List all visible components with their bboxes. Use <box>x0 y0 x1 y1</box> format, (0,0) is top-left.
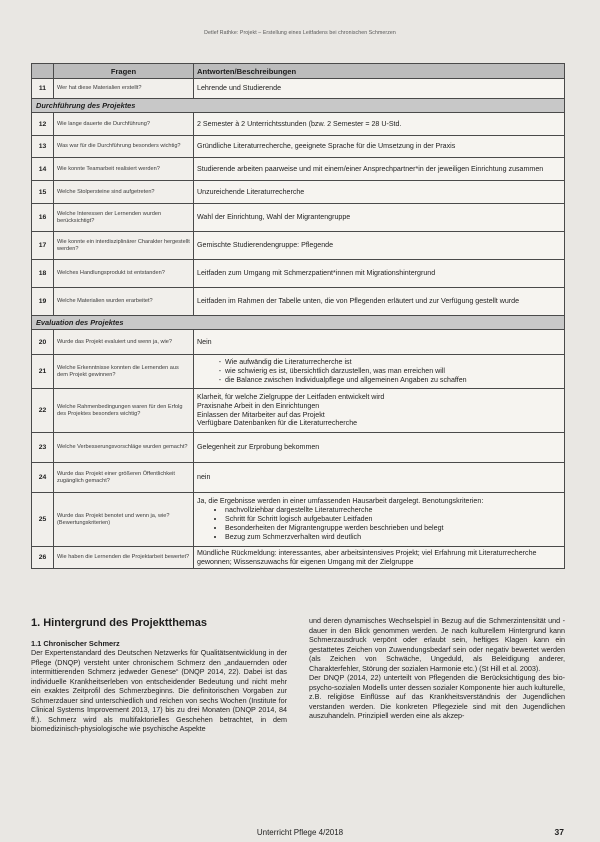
table-row <box>32 260 565 288</box>
row-question: Welche Verbesserungsvorschläge wurden gemacht? <box>54 433 194 463</box>
row-question: Was war für die Durchführung besonders wichtig? <box>54 136 194 158</box>
table-header-questions: Fragen <box>54 64 194 79</box>
row-number: 19 <box>32 288 54 316</box>
row-answer: Nein <box>194 330 565 355</box>
row-question: Welche Interessen der Lernenden wurden berücksichtigt? <box>54 204 194 232</box>
section-title: Evaluation des Projektes <box>32 316 565 330</box>
grading-criteria-list <box>197 506 561 541</box>
row-question: Wer hat diese Materialien erstellt? <box>54 79 194 99</box>
row-question: Welche Erkenntnisse konnten die Lernenden aus dem Projekt gewinnen? <box>54 355 194 389</box>
row-answer: Unzureichende Literaturrecherche <box>194 181 565 204</box>
row-number: 11 <box>32 79 54 99</box>
row-answer: Leitfaden im Rahmen der Tabelle unten, die von Pflegenden erläutert und zur Verfügung gestellt wurde <box>194 288 565 316</box>
row-number: 23 <box>32 433 54 463</box>
row-number: 26 <box>32 547 54 569</box>
table-row <box>32 547 565 569</box>
paragraph: Der Expertenstandard des Deutschen Netzwerks für Qualitätsentwicklung in der Pflege (DNQP) versteht unter chronischem Schmerz den „andauernden oder intermittierenden Schmerz jedweder Genese“ (DNQP 2014, 22). Dabei ist das individuelle Krankheitserleben von entscheidender Bedeutung und nicht mehr ein exaktes Zeitprofil des Schmerzbeginns. Die definitorischen Vorgaben zur Schmerzdauer sind unterschiedlich und reichen von sechs Wochen (Institute for Clinical Systems Improvement 2013, 17) bis zu drei Monaten (DNQP 2014, 84 ff.). Schmerz wird als multifaktorielles Geschehen betrachtet, in dem biomedizinisch-physiologische wie psychische Aspekte <box>31 648 287 734</box>
table-row <box>32 389 565 433</box>
row-question: Wurde das Projekt einer größeren Öffentlichkeit zugänglich gemacht? <box>54 463 194 493</box>
row-question: Wie konnte ein interdisziplinärer Charakter hergestellt werden? <box>54 232 194 260</box>
answer-line: Verfügbare Datenbanken für die Literaturrecherche <box>197 419 358 428</box>
row-number: 18 <box>32 260 54 288</box>
table-row <box>32 79 565 99</box>
article-column-right <box>309 616 565 721</box>
answer-line: Einlassen der Mitarbeiter auf das Projekt <box>197 410 325 419</box>
row-answer <box>194 493 565 547</box>
row-answer: Gründliche Literaturrecherche, geeignete Sprache für die Umsetzung in der Praxis <box>194 136 565 158</box>
table-row <box>32 433 565 463</box>
row-question: Welche Materialien wurden erarbeitet? <box>54 288 194 316</box>
answer-line: Praxisnahe Arbeit in den Einrichtungen <box>197 401 320 410</box>
list-item: • nachvollziehbar dargestellte Literaturrecherche <box>225 506 561 515</box>
table-row <box>32 158 565 181</box>
article-body <box>31 616 565 816</box>
list-item: • Schritt für Schritt logisch aufgebauter Leitfaden <box>225 515 561 524</box>
project-table <box>31 63 565 569</box>
table-row <box>32 181 565 204</box>
row-number: 16 <box>32 204 54 232</box>
section-row-evaluation <box>32 316 565 330</box>
row-number: 25 <box>32 493 54 547</box>
subsection-heading: 1.1 Chronischer Schmerz <box>31 638 120 648</box>
row-number: 22 <box>32 389 54 433</box>
row-answer: Lehrende und Studierende <box>194 79 565 99</box>
row-answer: Wahl der Einrichtung, Wahl der Migrantengruppe <box>194 204 565 232</box>
row-number: 12 <box>32 113 54 136</box>
article-column-left <box>31 616 287 734</box>
grading-intro: Ja, die Ergebnisse werden in einer umfassenden Hausarbeit dargelegt. Benotungskriterien: <box>197 497 484 506</box>
paragraph: und deren dynamisches Wechselspiel in Bezug auf die Schmerzintensität und -dauer in den Blick genommen werden. Je nach kulturellem Hintergrund kann Schmerzausdruck verpönt oder erlaubt sein, heftiges Klagen kann ein gestattetes Zeichen von Zuwendungsbedarf sein oder negativ bewertet werden (als Zeichen von Schwäche, Ungeduld, als Beleidigung anderer, Charakterfehler, Störung der sozialen Harmonie etc.) (St Hill et al. 2003). <box>309 616 565 673</box>
row-answer: Leitfaden zum Umgang mit Schmerzpatient*innen mit Migrationshintergrund <box>194 260 565 288</box>
row-question: Welche Stolpersteine sind aufgetreten? <box>54 181 194 204</box>
row-number: 20 <box>32 330 54 355</box>
row-question: Wurde das Projekt benotet und wenn ja, wie? (Bewertungskriterien) <box>54 493 194 547</box>
row-question: Welches Handlungsprodukt ist entstanden? <box>54 260 194 288</box>
row-question: Wurde das Projekt evaluiert und wenn ja, wie? <box>54 330 194 355</box>
paragraph: Der DNQP (2014, 22) unterteilt von Pflegenden die Berücksichtigung des bio-psycho-sozialen Modells unter dessen sozialer Komponente hier auch kulturelle, z.B. religiöse Einflüsse auf das Krankheitsverständnis der Jugendlichen verstanden werden. Die konkreten Pflegeziele sind mit den Jugendlichen auszuhandeln. Prinzipiell werden eine als akzep- <box>309 673 565 720</box>
table-header-row <box>32 64 565 79</box>
table-row <box>32 136 565 158</box>
table-row <box>32 355 565 389</box>
answer-line: Klarheit, für welche Zielgruppe der Leitfaden entwickelt wird <box>197 392 385 401</box>
insights-list <box>197 358 561 385</box>
list-item: - wie schwierig es ist, übersichtlich darzustellen, was man erreichen will <box>225 367 561 376</box>
row-answer <box>194 355 565 389</box>
table-row <box>32 113 565 136</box>
section-title: Durchführung des Projektes <box>32 99 565 113</box>
row-number: 24 <box>32 463 54 493</box>
row-answer: Gemischte Studierendengruppe: Pflegende <box>194 232 565 260</box>
table-row <box>32 288 565 316</box>
journal-footer: Unterricht Pflege 4/2018 <box>256 828 344 837</box>
row-answer: nein <box>194 463 565 493</box>
table-header-answers: Antworten/Beschreibungen <box>194 64 565 79</box>
row-answer <box>194 389 565 433</box>
row-question: Wie lange dauerte die Durchführung? <box>54 113 194 136</box>
row-number: 14 <box>32 158 54 181</box>
page-number: 37 <box>554 827 564 837</box>
section-heading: 1. Hintergrund des Projektthemas <box>31 617 208 629</box>
list-item: - Wie aufwändig die Literaturrecherche ist <box>225 358 561 367</box>
list-item: • Bezug zum Schmerzverhalten wird deutlich <box>225 533 561 542</box>
row-question: Wie haben die Lernenden die Projektarbeit bewertet? <box>54 547 194 569</box>
table-header-number <box>32 64 54 79</box>
section-row-durchfuehrung <box>32 99 565 113</box>
row-answer: Gelegenheit zur Erprobung bekommen <box>194 433 565 463</box>
table-row <box>32 330 565 355</box>
row-number: 13 <box>32 136 54 158</box>
row-number: 17 <box>32 232 54 260</box>
running-header: Detlef Rathke: Projekt – Erstellung eines Leitfadens bei chronischen Schmerzen <box>204 30 396 36</box>
table-row <box>32 204 565 232</box>
row-question: Welche Rahmenbedingungen waren für den Erfolg des Projektes besonders wichtig? <box>54 389 194 433</box>
list-item: • Besonderheiten der Migrantengruppe werden beschrieben und belegt <box>225 524 561 533</box>
row-number: 15 <box>32 181 54 204</box>
list-item: - die Balance zwischen Individualpflege und allgemeinen Angaben zu schaffen <box>225 376 561 385</box>
table-row <box>32 232 565 260</box>
row-answer: Mündliche Rückmeldung: interessantes, aber arbeitsintensives Projekt; viel Erfahrung mit Literaturrecherche gewonnen; Wissenszuwachs für eigenen Umgang mit der Zielgruppe <box>194 547 565 569</box>
row-answer: 2 Semester à 2 Unterrichtsstunden (bzw. 2 Semester = 28 U-Std. <box>194 113 565 136</box>
row-question: Wie konnte Teamarbeit realisiert werden? <box>54 158 194 181</box>
row-number: 21 <box>32 355 54 389</box>
table-row <box>32 493 565 547</box>
table-row <box>32 463 565 493</box>
row-answer: Studierende arbeiten paarweise und mit einem/einer Ansprechpartner*in der jeweiligen Einrichtung zusammen <box>194 158 565 181</box>
